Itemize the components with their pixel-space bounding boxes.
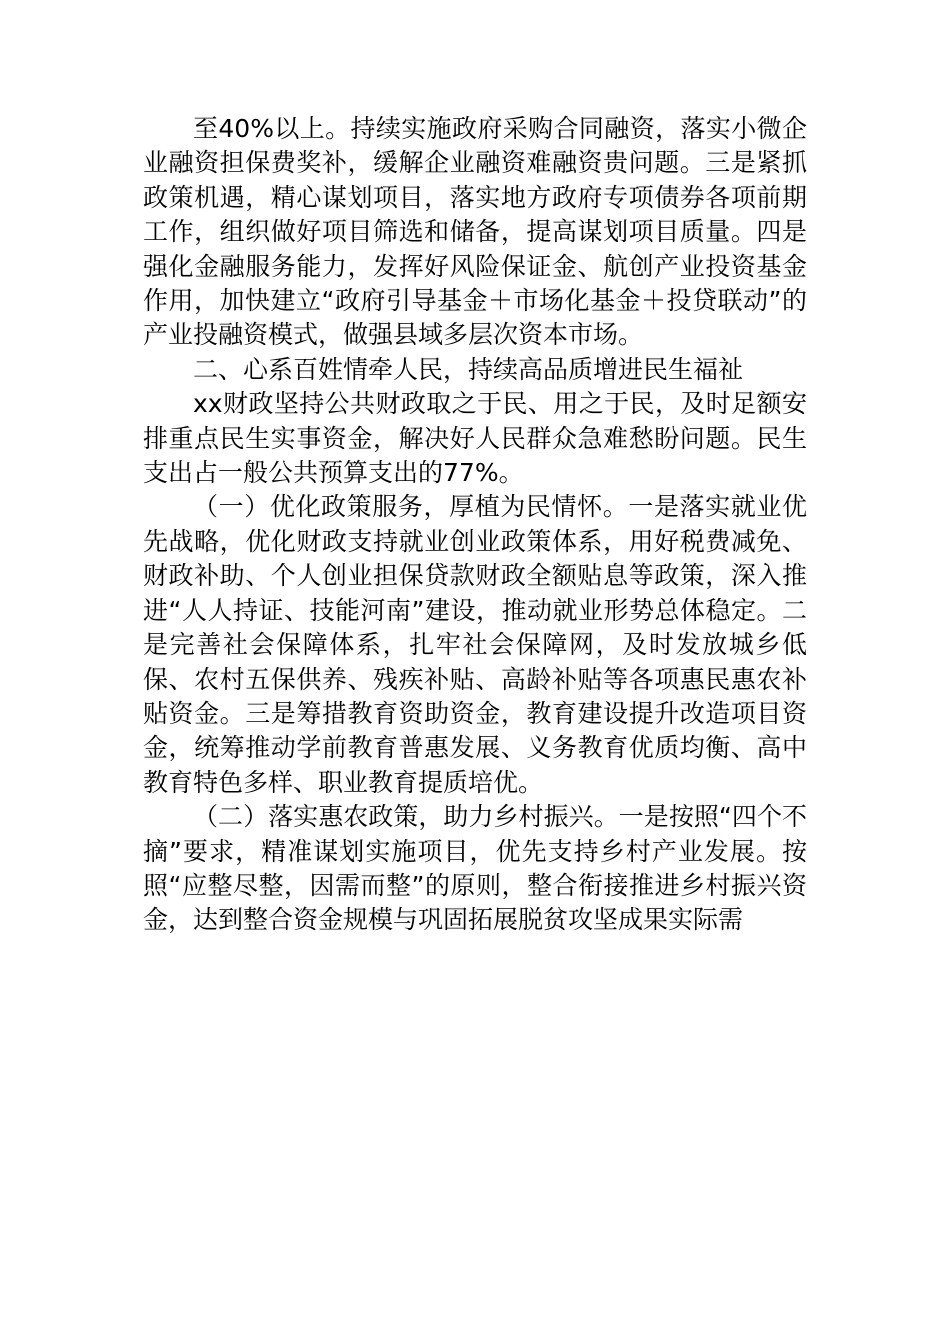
paragraph-policy-service: （一）优化政策服务，厚植为民情怀。一是落实就业优先战略，优化财政支持就业创业政策体系，用好税费减免、财政补助、个人创业担保贷款财政全额贴息等政策，深入推进“人人持证、技能河南”建设，推动就业形势总体稳定。二是完善社会保障体系，扎牢社会保障网，及时发放城乡低保、农村五保供养、残疾补贴、高龄补贴等各项惠民惠农补贴资金。三是筹措教育资助资金，教育建设提升改造项目资金，统筹推动学前教育普惠发展、义务教育优质均衡、高中教育特色多样、职业教育提质培优。 bbox=[143, 492, 807, 797]
paragraph-continued-financing: 至40%以上。持续实施政府采购合同融资，落实小微企业融资担保费奖补，缓解企业融资难融资贵问题。三是紧抓政策机遇，精心谋划项目，落实地方政府专项债券各项前期工作，组织做好项目筛选和储备，提高谋划项目质量。四是强化金融服务能力，发挥好风险保证金、航创产业投资基金作用，加快建立“政府引导基金＋市场化基金＋投贷联动”的产业投融资模式，做强县域多层次资本市场。 bbox=[143, 114, 807, 350]
paragraph-livelihood-intro: xx财政坚持公共财政取之于民、用之于民，及时足额安排重点民生实事资金，解决好人民群众急难愁盼问题。民生支出占一般公共预算支出的77%。 bbox=[143, 389, 807, 488]
section-heading-livelihood: 二、心系百姓情牵人民，持续高品质增进民生福祉 bbox=[193, 354, 744, 384]
document-body bbox=[143, 112, 807, 938]
paragraph-rural-revitalization: （二）落实惠农政策，助力乡村振兴。一是按照“四个不摘”要求，精准谋划实施项目，优先支持乡村产业发展。按照“应整尽整，因需而整”的原则，整合衔接推进乡村振兴资金，达到整合资金规模与巩固拓展脱贫攻坚成果实际需 bbox=[143, 802, 807, 935]
